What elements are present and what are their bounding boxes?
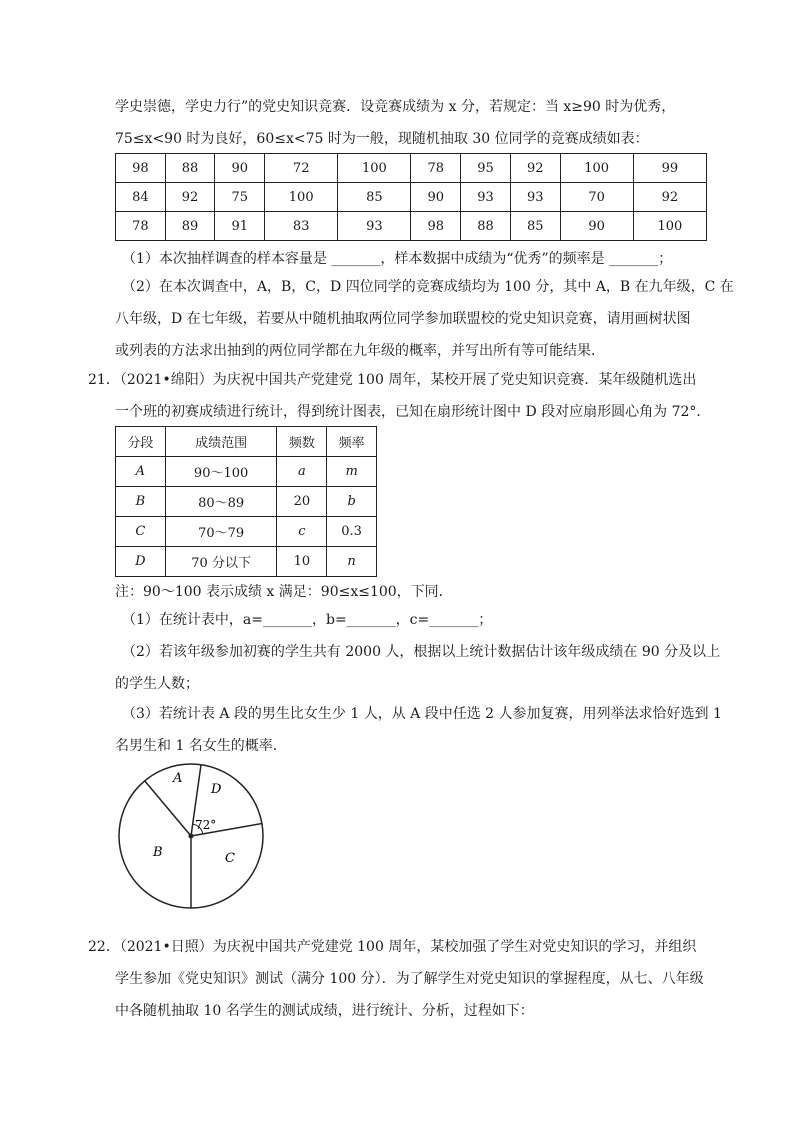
frequency-header-cell: 成绩范围 [165, 427, 277, 457]
score-cell: 100 [265, 183, 338, 212]
score-cell: 92 [633, 183, 706, 212]
frequency-cell: b [327, 487, 377, 517]
score-cell: 93 [461, 183, 511, 212]
score-cell: 83 [265, 212, 338, 241]
pie-angle-label: 72° [195, 818, 217, 832]
frequency-cell: D [116, 547, 166, 577]
q21-note: 注：90～100 表示成绩 x 满足：90≤x≤100，下同． [115, 584, 453, 600]
score-cell: 90 [411, 183, 461, 212]
score-cell: 93 [338, 212, 411, 241]
frequency-cell: n [327, 547, 377, 577]
frequency-row [116, 547, 377, 577]
pie-label-b: B [153, 845, 163, 860]
score-table [115, 153, 707, 241]
q21-part3-line1: （3）若统计表 A 段的男生比女生少 1 人，从 A 段中任选 2 人参加复赛，用列举法求恰好选到 1 [122, 706, 722, 722]
score-cell: 84 [116, 183, 166, 212]
score-cell: 78 [411, 154, 461, 183]
score-cell: 100 [633, 212, 706, 241]
q21-part2-line2: 的学生人数； [115, 676, 199, 692]
frequency-header-row [116, 427, 377, 457]
frequency-cell: C [116, 517, 166, 547]
score-cell: 95 [461, 154, 511, 183]
score-cell: 85 [510, 212, 560, 241]
q22-line3: 中各随机抽取 10 名学生的测试成绩，进行统计、分析，过程如下： [115, 1003, 534, 1019]
q21-part2-line1: （2）若该年级参加初赛的学生共有 2000 人，根据以上统计数据估计该年级成绩在 90 分及以上 [122, 644, 721, 660]
pie-center-dot [189, 834, 194, 839]
score-cell: 90 [560, 212, 633, 241]
frequency-cell: A [116, 457, 166, 487]
score-cell: 91 [215, 212, 265, 241]
score-cell: 88 [165, 154, 215, 183]
score-cell: 98 [411, 212, 461, 241]
score-cell: 92 [165, 183, 215, 212]
frequency-header-cell: 频率 [327, 427, 377, 457]
frequency-cell: 90～100 [165, 457, 277, 487]
score-cell: 88 [461, 212, 511, 241]
score-row [116, 154, 707, 183]
score-cell: 70 [560, 183, 633, 212]
score-cell: 75 [215, 183, 265, 212]
q22-line1: 22．（2021•日照）为庆祝中国共产党建党 100 周年，某校加强了学生对党史知识的学习，并组织 [88, 939, 697, 955]
score-row [116, 183, 707, 212]
score-cell: 92 [510, 154, 560, 183]
pie-ray-a [145, 781, 191, 836]
q20-part2-line3: 或列表的方法求出抽到的两位同学都在九年级的概率，并写出所有等可能结果． [115, 343, 605, 359]
frequency-cell: 10 [277, 547, 327, 577]
score-cell: 89 [165, 212, 215, 241]
score-cell: 99 [633, 154, 706, 183]
q22-line2: 学生参加《党史知识》测试（满分 100 分）．为了解学生对党史知识的掌握程度，从七、八年级 [115, 971, 704, 987]
frequency-cell: a [277, 457, 327, 487]
frequency-header-cell: 频数 [277, 427, 327, 457]
pie-label-c: C [225, 851, 235, 866]
frequency-table [115, 426, 377, 577]
frequency-cell: m [327, 457, 377, 487]
q21-part1: （1）在统计表中，a=_______，b=_______，c=_______； [122, 612, 493, 628]
frequency-row [116, 457, 377, 487]
frequency-cell: 70 分以下 [165, 547, 277, 577]
score-row [116, 212, 707, 241]
q20-part2-line1: （2）在本次调查中，A，B，C，D 四位同学的竞赛成绩均为 100 分，其中 A，B 在九年级，C 在 [122, 279, 734, 295]
q20-part2-line2: 八年级，D 在七年级，若要从中随机抽取两位同学参加联盟校的党史知识竞赛，请用画树状图 [115, 311, 691, 327]
frequency-header-cell: 分段 [116, 427, 166, 457]
frequency-row [116, 487, 377, 517]
frequency-cell: 80～89 [165, 487, 277, 517]
score-cell: 100 [560, 154, 633, 183]
score-cell: 98 [116, 154, 166, 183]
q21-heading-line2: 一个班的初赛成绩进行统计，得到统计图表，已知在扇形统计图中 D 段对应扇形圆心角为 72°． [115, 404, 711, 420]
q21-heading-line1: 21．（2021•绵阳）为庆祝中国共产党建党 100 周年，某校开展了党史知识竞赛．某年级随机选出 [88, 372, 697, 388]
score-cell: 85 [338, 183, 411, 212]
intro-line-2: 75≤x<90 时为良好，60≤x<75 时为一般，现随机抽取 30 位同学的竞赛成绩如表： [115, 131, 649, 147]
frequency-cell: c [277, 517, 327, 547]
score-cell: 93 [510, 183, 560, 212]
frequency-cell: 70～79 [165, 517, 277, 547]
score-cell: 90 [215, 154, 265, 183]
frequency-cell: 20 [277, 487, 327, 517]
score-cell: 72 [265, 154, 338, 183]
score-cell: 100 [338, 154, 411, 183]
score-cell: 78 [116, 212, 166, 241]
pie-label-a: A [173, 771, 183, 786]
pie-chart [115, 748, 267, 918]
q20-part1: （1）本次抽样调查的样本容量是 _______，样本数据中成绩为“优秀”的频率是 _______； [122, 251, 673, 267]
frequency-cell: 0.3 [327, 517, 377, 547]
frequency-cell: B [116, 487, 166, 517]
intro-line-1: 学史崇德，学史力行”的党史知识竞赛．设竞赛成绩为 x 分，若规定：当 x≥90 时为优秀， [115, 99, 676, 115]
frequency-row [116, 517, 377, 547]
q21-part3-line2: 名男生和 1 名女生的概率． [115, 738, 287, 754]
pie-label-d: D [211, 782, 222, 797]
